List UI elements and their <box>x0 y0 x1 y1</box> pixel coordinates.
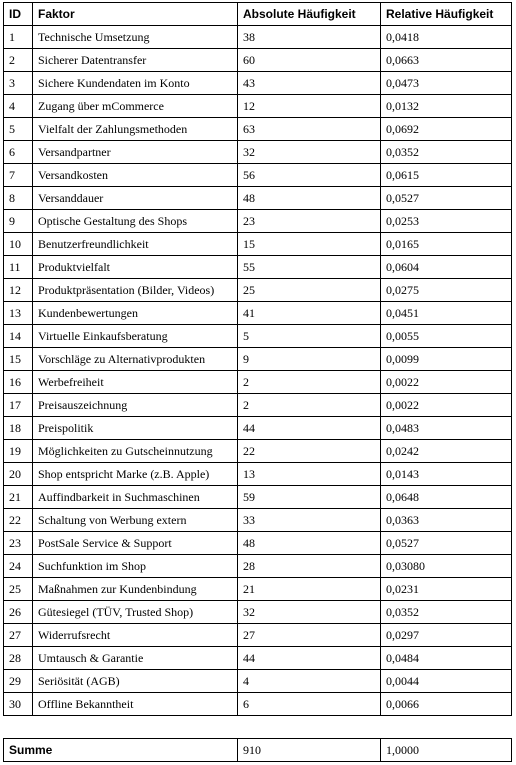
cell-id: 25 <box>4 578 33 601</box>
sum-table <box>3 738 512 762</box>
cell-absolute: 38 <box>238 26 381 49</box>
cell-id: 10 <box>4 233 33 256</box>
cell-relative: 0,0022 <box>381 394 512 417</box>
header-id: ID <box>4 3 33 26</box>
table-body <box>4 26 512 716</box>
cell-relative: 0,0527 <box>381 187 512 210</box>
cell-faktor: Offline Bekanntheit <box>33 693 238 716</box>
cell-relative: 0,0143 <box>381 463 512 486</box>
cell-absolute: 21 <box>238 578 381 601</box>
table-row <box>4 486 512 509</box>
table-row <box>4 394 512 417</box>
cell-faktor: Produktvielfalt <box>33 256 238 279</box>
cell-faktor: Versandpartner <box>33 141 238 164</box>
table-row <box>4 371 512 394</box>
table-header <box>4 3 512 26</box>
cell-relative: 0,0253 <box>381 210 512 233</box>
cell-id: 5 <box>4 118 33 141</box>
cell-id: 21 <box>4 486 33 509</box>
table-row <box>4 624 512 647</box>
cell-absolute: 44 <box>238 417 381 440</box>
cell-id: 14 <box>4 325 33 348</box>
cell-absolute: 15 <box>238 233 381 256</box>
cell-id: 7 <box>4 164 33 187</box>
cell-absolute: 44 <box>238 647 381 670</box>
cell-relative: 0,0615 <box>381 164 512 187</box>
cell-relative: 0,0297 <box>381 624 512 647</box>
cell-relative: 0,0473 <box>381 72 512 95</box>
cell-absolute: 5 <box>238 325 381 348</box>
cell-absolute: 43 <box>238 72 381 95</box>
header-faktor: Faktor <box>33 3 238 26</box>
cell-absolute: 2 <box>238 394 381 417</box>
cell-relative: 0,0099 <box>381 348 512 371</box>
cell-absolute: 9 <box>238 348 381 371</box>
cell-faktor: Vorschläge zu Alternativprodukten <box>33 348 238 371</box>
cell-id: 12 <box>4 279 33 302</box>
cell-id: 11 <box>4 256 33 279</box>
table-row <box>4 302 512 325</box>
cell-absolute: 32 <box>238 141 381 164</box>
cell-relative: 0,0242 <box>381 440 512 463</box>
cell-absolute: 23 <box>238 210 381 233</box>
cell-id: 22 <box>4 509 33 532</box>
cell-faktor: Virtuelle Einkaufsberatung <box>33 325 238 348</box>
header-row <box>4 3 512 26</box>
cell-id: 6 <box>4 141 33 164</box>
cell-id: 1 <box>4 26 33 49</box>
cell-relative: 0,0483 <box>381 417 512 440</box>
cell-relative: 0,0527 <box>381 532 512 555</box>
cell-absolute: 6 <box>238 693 381 716</box>
table-row <box>4 279 512 302</box>
cell-faktor: Möglichkeiten zu Gutscheinnutzung <box>33 440 238 463</box>
cell-faktor: Kundenbewertungen <box>33 302 238 325</box>
cell-id: 23 <box>4 532 33 555</box>
cell-relative: 0,0275 <box>381 279 512 302</box>
cell-faktor: Produktpräsentation (Bilder, Videos) <box>33 279 238 302</box>
cell-relative: 0,0231 <box>381 578 512 601</box>
cell-id: 19 <box>4 440 33 463</box>
cell-relative: 0,0044 <box>381 670 512 693</box>
cell-faktor: Suchfunktion im Shop <box>33 555 238 578</box>
cell-relative: 0,0022 <box>381 371 512 394</box>
sum-relative: 1,0000 <box>381 739 512 762</box>
cell-absolute: 41 <box>238 302 381 325</box>
cell-id: 15 <box>4 348 33 371</box>
cell-faktor: Shop entspricht Marke (z.B. Apple) <box>33 463 238 486</box>
cell-faktor: Sichere Kundendaten im Konto <box>33 72 238 95</box>
frequency-table <box>3 2 512 716</box>
cell-faktor: Auffindbarkeit in Suchmaschinen <box>33 486 238 509</box>
cell-relative: 0,0692 <box>381 118 512 141</box>
cell-absolute: 48 <box>238 532 381 555</box>
sum-label: Summe <box>4 739 238 762</box>
cell-absolute: 22 <box>238 440 381 463</box>
cell-id: 29 <box>4 670 33 693</box>
table-row <box>4 256 512 279</box>
table-row <box>4 532 512 555</box>
table-row <box>4 233 512 256</box>
table-row <box>4 578 512 601</box>
cell-faktor: Technische Umsetzung <box>33 26 238 49</box>
cell-relative: 0,0648 <box>381 486 512 509</box>
header-absolute: Absolute Häufigkeit <box>238 3 381 26</box>
cell-faktor: Werbefreiheit <box>33 371 238 394</box>
cell-faktor: Maßnahmen zur Kundenbindung <box>33 578 238 601</box>
sum-row <box>4 739 512 762</box>
cell-absolute: 25 <box>238 279 381 302</box>
cell-id: 4 <box>4 95 33 118</box>
cell-faktor: Versanddauer <box>33 187 238 210</box>
cell-relative: 0,0352 <box>381 601 512 624</box>
cell-id: 16 <box>4 371 33 394</box>
table-row <box>4 348 512 371</box>
cell-id: 8 <box>4 187 33 210</box>
cell-id: 28 <box>4 647 33 670</box>
table-row <box>4 440 512 463</box>
cell-faktor: Versandkosten <box>33 164 238 187</box>
table-row <box>4 463 512 486</box>
table-row <box>4 164 512 187</box>
cell-faktor: Preisauszeichnung <box>33 394 238 417</box>
cell-faktor: Preispolitik <box>33 417 238 440</box>
cell-absolute: 12 <box>238 95 381 118</box>
cell-id: 13 <box>4 302 33 325</box>
cell-absolute: 2 <box>238 371 381 394</box>
cell-relative: 0,0055 <box>381 325 512 348</box>
table-row <box>4 693 512 716</box>
cell-faktor: PostSale Service & Support <box>33 532 238 555</box>
cell-absolute: 48 <box>238 187 381 210</box>
table-row <box>4 118 512 141</box>
table-row <box>4 26 512 49</box>
table-row <box>4 95 512 118</box>
cell-id: 3 <box>4 72 33 95</box>
table-row <box>4 509 512 532</box>
cell-faktor: Seriösität (AGB) <box>33 670 238 693</box>
cell-relative: 0,0363 <box>381 509 512 532</box>
cell-absolute: 59 <box>238 486 381 509</box>
cell-id: 9 <box>4 210 33 233</box>
cell-relative: 0,0352 <box>381 141 512 164</box>
cell-absolute: 32 <box>238 601 381 624</box>
table-row <box>4 141 512 164</box>
cell-id: 30 <box>4 693 33 716</box>
cell-faktor: Vielfalt der Zahlungsmethoden <box>33 118 238 141</box>
cell-id: 27 <box>4 624 33 647</box>
cell-faktor: Widerrufsrecht <box>33 624 238 647</box>
table-row <box>4 555 512 578</box>
table-row <box>4 325 512 348</box>
cell-absolute: 63 <box>238 118 381 141</box>
cell-faktor: Benutzerfreundlichkeit <box>33 233 238 256</box>
cell-relative: 0,0132 <box>381 95 512 118</box>
cell-id: 26 <box>4 601 33 624</box>
cell-id: 20 <box>4 463 33 486</box>
cell-relative: 0,0066 <box>381 693 512 716</box>
cell-relative: 0,0451 <box>381 302 512 325</box>
cell-absolute: 27 <box>238 624 381 647</box>
cell-faktor: Zugang über mCommerce <box>33 95 238 118</box>
table-row <box>4 49 512 72</box>
cell-relative: 0,0484 <box>381 647 512 670</box>
table-row <box>4 72 512 95</box>
table-row <box>4 210 512 233</box>
cell-faktor: Sicherer Datentransfer <box>33 49 238 72</box>
table-row <box>4 670 512 693</box>
table-row <box>4 417 512 440</box>
table-row <box>4 647 512 670</box>
table-row <box>4 187 512 210</box>
cell-faktor: Schaltung von Werbung extern <box>33 509 238 532</box>
cell-absolute: 13 <box>238 463 381 486</box>
cell-absolute: 56 <box>238 164 381 187</box>
cell-id: 24 <box>4 555 33 578</box>
cell-faktor: Gütesiegel (TÜV, Trusted Shop) <box>33 601 238 624</box>
cell-id: 2 <box>4 49 33 72</box>
cell-absolute: 28 <box>238 555 381 578</box>
cell-absolute: 55 <box>238 256 381 279</box>
cell-relative: 0,0663 <box>381 49 512 72</box>
cell-relative: 0,0418 <box>381 26 512 49</box>
cell-relative: 0,0165 <box>381 233 512 256</box>
cell-absolute: 60 <box>238 49 381 72</box>
cell-relative: 0,03080 <box>381 555 512 578</box>
cell-faktor: Umtausch & Garantie <box>33 647 238 670</box>
sum-absolute: 910 <box>238 739 381 762</box>
cell-absolute: 33 <box>238 509 381 532</box>
cell-absolute: 4 <box>238 670 381 693</box>
table-row <box>4 601 512 624</box>
cell-relative: 0,0604 <box>381 256 512 279</box>
cell-id: 18 <box>4 417 33 440</box>
cell-id: 17 <box>4 394 33 417</box>
cell-faktor: Optische Gestaltung des Shops <box>33 210 238 233</box>
header-relative: Relative Häufigkeit <box>381 3 512 26</box>
